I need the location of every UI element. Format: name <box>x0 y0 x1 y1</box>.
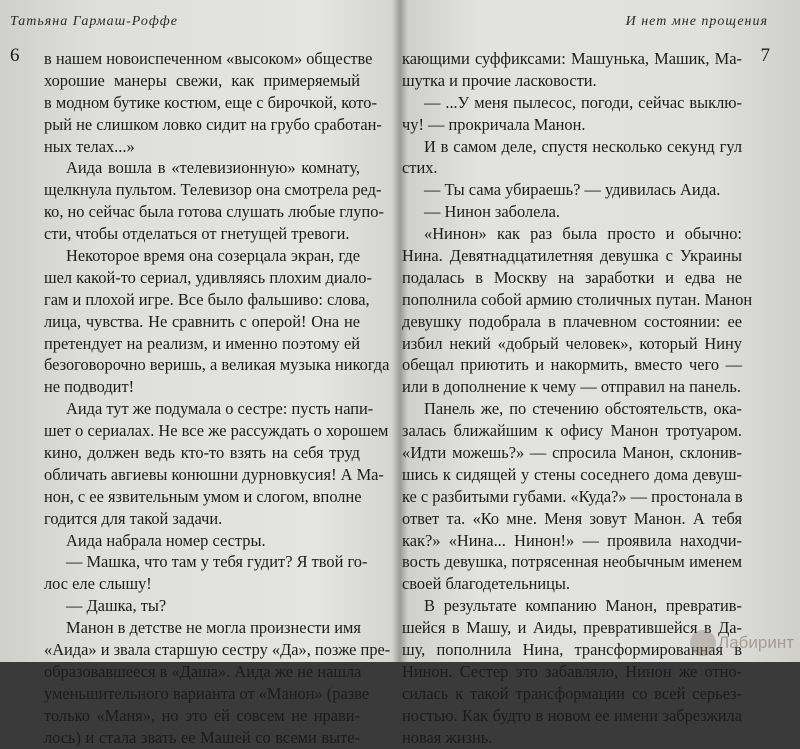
text-line: ответ та. «Ко мне. Меня зовут Манон. А тебя <box>402 508 742 528</box>
text-line: «Нинон» как раз была просто и обычно: <box>424 224 742 244</box>
text-line: гам и плохой игре. Все было фальшиво: слова, <box>44 289 370 309</box>
text-line: или в дополнение к чему — отправил на панель. <box>402 377 741 397</box>
right-running-head: И нет мне прощения <box>625 14 768 29</box>
text-line: девушку подобрала в плачевном состоянии: ее <box>402 311 742 331</box>
text-line: шу, пополнила Нина, трансформированная в <box>402 640 742 660</box>
text-line: шел какой-то сериал, удивляясь плохим диало- <box>44 267 372 287</box>
text-line: вость девушка, потрясенная необычным именем <box>402 552 742 572</box>
text-line: Аида тут же подумала о сестре: пусть напи- <box>66 399 374 419</box>
text-line: Некоторое время она созерцала экран, где <box>66 246 360 266</box>
text-line: своей благодетельницы. <box>402 574 570 594</box>
text-line: уменьшительного варианта от «Манон» (разве <box>44 683 370 703</box>
text-line: пополнила собой армию столичных путан. Манон <box>402 289 753 309</box>
text-line: — Машка, что там у тебя гудит? Я твой го- <box>66 552 368 572</box>
text-line: в модном бутике костюм, еще с бирочкой, кото- <box>44 92 377 112</box>
left-page <box>0 0 398 747</box>
labirint-watermark <box>690 630 794 656</box>
text-line: лось) и стала звать ее Машей со всеми выте- <box>44 727 360 747</box>
text-line: шейся в Машу, и Аиды, превратившейся в Да- <box>402 618 742 638</box>
text-line: ке с разбитыми губами. «Куда?» — простонала в <box>402 486 743 506</box>
text-line: шутка и прочие ласковости. <box>402 70 597 90</box>
text-line: залась ближайшим к офису Манон тротуаром. <box>402 421 742 441</box>
text-line: нон, с ее язвительным умом и слогом, вполне <box>44 486 362 506</box>
text-line: претендует на реализм, и именно поэтому ей <box>44 333 360 353</box>
text-line: — ...У меня пылесос, погоди, сейчас выклю- <box>424 92 742 112</box>
text-line: «Идти можешь?» — спросила Манон, склонив- <box>402 443 742 463</box>
left-running-head: Татьяна Гармаш-Роффе <box>10 14 178 29</box>
right-page <box>402 0 800 747</box>
text-line: «Аида» и звала старшую сестру «Да», позже пре- <box>44 640 391 660</box>
text-line: кино, должен ведь кто-то взять на себя труд <box>44 443 360 463</box>
text-line: силась к такой трансформации со всей серьез- <box>402 683 742 703</box>
text-line: Панель же, по стечению обстоятельств, ока- <box>424 399 742 419</box>
text-line: Нина. Девятнадцатилетняя девушка с Украины <box>402 246 742 266</box>
text-line: ностью. Как будто в новом ее имени забрезжила <box>402 705 742 725</box>
text-line: В результате компанию Манон, превратив- <box>424 596 742 616</box>
text-line: стих. <box>402 158 438 178</box>
text-line: только «Маня», но это ей совсем не нрави- <box>44 705 360 725</box>
text-line: образовавшееся в «Даша». Аида же не нашла <box>44 661 362 681</box>
text-line: И в самом деле, спустя несколько секунд гул <box>424 136 742 156</box>
text-line: не подводит! <box>44 377 135 397</box>
text-line: щелкнула пультом. Телевизор она смотрела ред- <box>44 180 382 200</box>
text-line: кающими суффиксами: Машунька, Машик, Ма- <box>402 49 742 68</box>
left-page-body-text <box>44 48 391 749</box>
text-line: шись к сидящей у стены соседнего дома девуш- <box>402 464 742 484</box>
text-line: избил некий «добрый человек», который Нину <box>402 333 742 353</box>
text-line: лос еле слышу! <box>44 574 152 594</box>
text-line: — Дашка, ты? <box>66 596 167 616</box>
text-line: в нашем новоиспеченном «высоком» обществе <box>44 49 373 68</box>
text-line: Нинон. Сестер это забавляло, Нинон же отно- <box>402 661 742 681</box>
text-line: рый не слишком ловко сидит на грубо сработан- <box>44 114 382 134</box>
text-line: Аида вошла в «телевизионную» комнату, <box>66 158 360 178</box>
text-line: шет о сериалах. Не все же рассуждать о хорошем <box>44 421 389 441</box>
text-line: — Нинон заболела. <box>424 202 561 222</box>
right-page-number: 7 <box>760 45 770 66</box>
labirint-logo-icon <box>690 630 716 656</box>
left-page-number: 6 <box>10 45 20 66</box>
text-line: ных телах...» <box>44 136 135 156</box>
text-line: Аида набрала номер сестры. <box>66 530 266 550</box>
text-line: чу! — прокричала Манон. <box>402 114 586 134</box>
text-line: ко, но сейчас была готова слушать любые глупо- <box>44 202 384 222</box>
text-line: хорошие манеры свежи, как примеряемый <box>44 70 360 90</box>
text-line: — Ты сама убираешь? — удивилась Аида. <box>424 180 721 200</box>
text-line: как?» «Нина... Нинон!» — проявила находчи- <box>402 530 742 550</box>
watermark-text: Лабиринт <box>718 633 794 652</box>
text-line: лица, чувства. Не сравнить с оперой! Она не <box>44 311 360 331</box>
text-line: Манон в детстве не могла произнести имя <box>66 618 361 638</box>
text-line: обещал приютить и накормить, вместо чего — <box>402 355 742 375</box>
text-line: годится для такой задачи. <box>44 508 223 528</box>
text-line: подалась в Москву на заработки и едва не <box>402 267 742 287</box>
text-line: сти, чтобы отделаться от гнетущей тревоги. <box>44 224 350 244</box>
text-line: обличать авгиевы конюшни дурновкусия! А Ма- <box>44 464 384 484</box>
text-line: новая жизнь. <box>402 727 493 747</box>
text-line: безоговорочно веришь, а великая музыка никогда <box>44 355 390 375</box>
